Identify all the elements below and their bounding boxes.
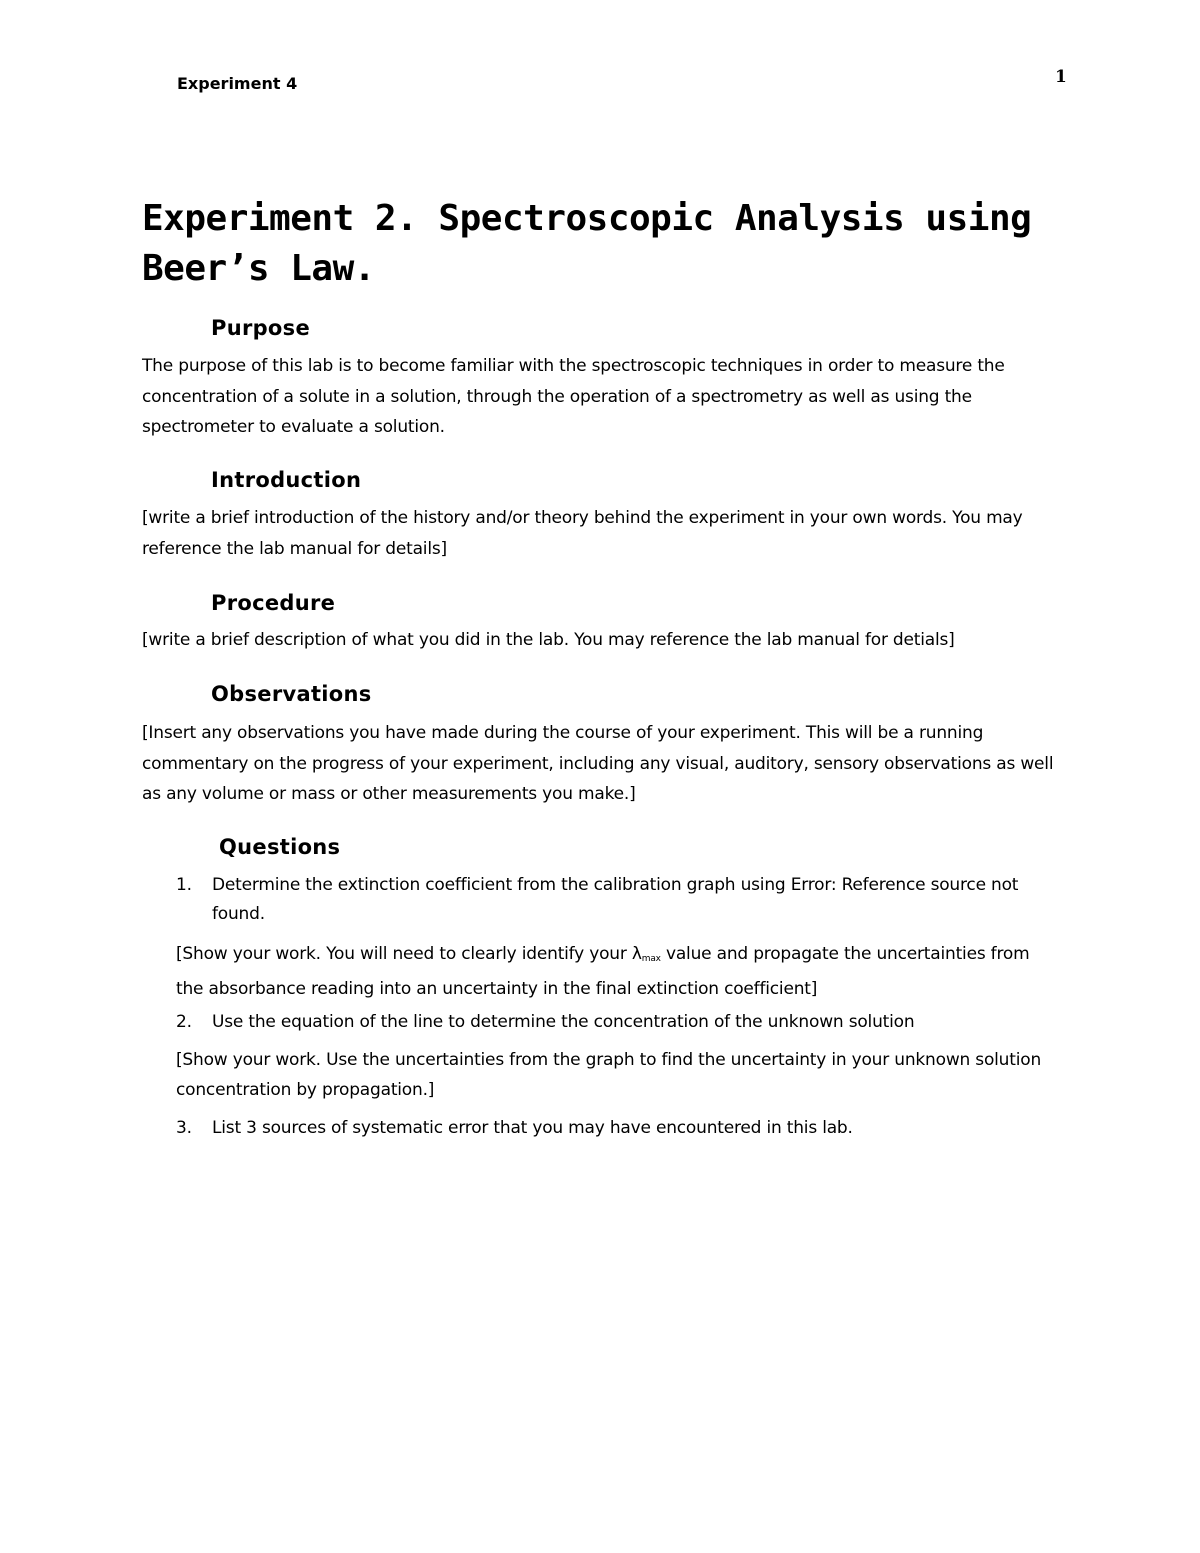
question-item-3 [176, 1114, 1076, 1143]
introduction-heading: Introduction [211, 468, 362, 492]
observations-body: [Insert any observations you have made during the course of your experiment. This will be a running commentary on the progress of your experiment, including any visual, auditory, sensory observations as well as any volume or mass or other measurements you make.] [142, 723, 1054, 804]
procedure-body: [write a brief description of what you did in the lab. You may reference the lab manual for detials] [142, 630, 955, 650]
observations-heading: Observations [211, 682, 372, 706]
document-title: Experiment 2. Spectroscopic Analysis using Beer’s Law. [142, 198, 1032, 289]
question-number: 3. [176, 1118, 192, 1138]
question-text: List 3 sources of systematic error that you may have encountered in this lab. [212, 1118, 853, 1138]
page-number: 1 [1055, 67, 1067, 87]
lambda-symbol: λ [631, 944, 642, 964]
question-text: Use the equation of the line to determine the concentration of the unknown solution [212, 1012, 915, 1032]
question-text: Determine the extinction coefficient from the calibration graph using Error: Reference source not found. [212, 875, 1019, 924]
question-number: 2. [176, 1012, 192, 1032]
question-number: 1. [176, 875, 192, 895]
question-2-note: [Show your work. Use the uncertainties from the graph to find the uncertainty in your unknown solution concentration by propagation.] [176, 1050, 1042, 1100]
introduction-body: [write a brief introduction of the history and/or theory behind the experiment in your own words. You may reference the lab manual for details] [142, 508, 1023, 559]
question-item-1 [176, 871, 1076, 929]
questions-heading: Questions [219, 835, 341, 859]
purpose-heading: Purpose [211, 316, 310, 340]
question-item-2 [176, 1008, 1076, 1037]
question-1-note-start: [Show your work. You will need to clearly identify your [176, 944, 632, 964]
purpose-body: The purpose of this lab is to become familiar with the spectroscopic techniques in order to measure the concentration of a solute in a solution, through the operation of a spectrometry as well as using the spectrometer to evaluate a solution. [142, 356, 1005, 437]
lambda-subscript: max [641, 954, 661, 964]
running-header: Experiment 4 [177, 74, 298, 93]
question-1-note-end: value and propagate the uncertainties from the absorbance reading into an uncertainty in the final extinction coefficient] [176, 944, 1030, 999]
question-1-note [176, 939, 1056, 1004]
procedure-heading: Procedure [211, 591, 336, 615]
